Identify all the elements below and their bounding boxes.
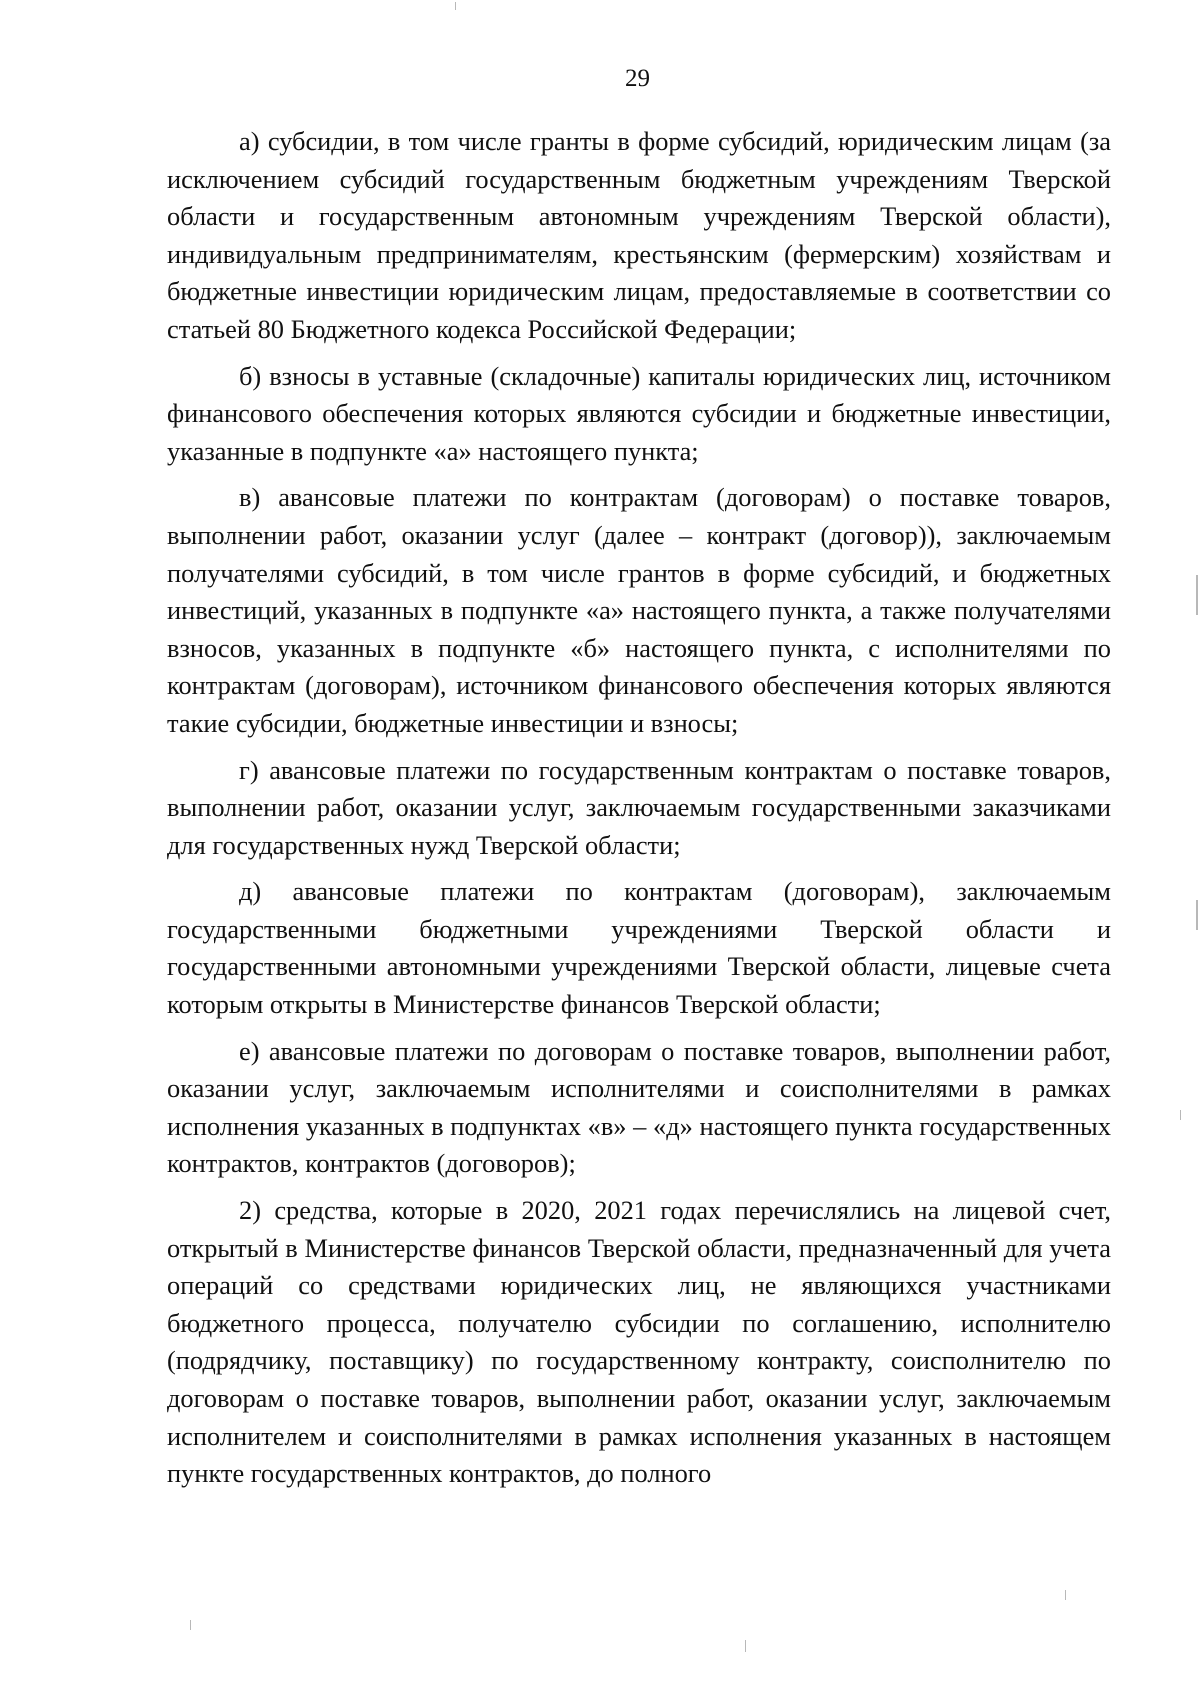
paragraph-subclause-a: а) субсидии, в том числе гранты в форме субсидий, юридическим лицам (за исключением субсидий государственным бюджетным учреждениям Тверской области и государственным автономным учреждениям Тверской области), индивидуальным предпринимателям, крестьянским (фермерским) хозяйствам и бюджетные инвестиции юридическим лицам, предоставляемые в соответствии со статьей 80 Бюджетного кодекса Российской Федерации; xyxy=(167,126,1111,344)
paragraph-subclause-d: д) авансовые платежи по контрактам (договорам), заключаемым государственными бюджетными учреждениями Тверской области и государственными автономными учреждениями Тверской области, лицевые счета которым открыты в Министерстве финансов Тверской области; xyxy=(167,876,1111,1020)
scan-artifact xyxy=(190,1620,191,1630)
paragraph-subclause-g: г) авансовые платежи по государственным контрактам о поставке товаров, выполнении работ, оказании услуг, заключаемым государственными заказчиками для государственных нужд Тверской области; xyxy=(167,754,1111,860)
document-body xyxy=(167,123,1111,1502)
scan-artifact xyxy=(1196,900,1198,930)
scan-artifact xyxy=(455,2,456,10)
page-number: 29 xyxy=(625,65,650,92)
paragraph-subclause-v: в) авансовые платежи по контрактам (договорам) о поставке товаров, выполнении работ, оказании услуг (далее – контракт (договор)), заключаемым получателями субсидий, в том числе грантов в форме субсидий, и бюджетных инвестиций, указанных в подпункте «а» настоящего пункта, а также получателями взносов, указанных в подпункте «б» настоящего пункта, с исполнителями по контрактам (договорам), источником финансового обеспечения которых являются такие субсидии, бюджетные инвестиции и взносы; xyxy=(167,482,1111,738)
scan-artifact xyxy=(1180,1110,1181,1120)
paragraph-subclause-e: е) авансовые платежи по договорам о поставке товаров, выполнении работ, оказании услуг, заключаемым исполнителями и соисполнителями в рамках исполнения указанных в подпунктах «в» – «д» настоящего пункта государственных контрактов, контрактов (договоров); xyxy=(167,1035,1111,1179)
scan-artifact xyxy=(1196,575,1198,615)
scan-artifact xyxy=(1065,1590,1066,1600)
paragraph-clause-2: 2) средства, которые в 2020, 2021 годах перечислялись на лицевой счет, открытый в Министерстве финансов Тверской области, предназначенный для учета операций со средствами юридических лиц, не являющихся участниками бюджетного процесса, получателю субсидии по соглашению, исполнителю (подрядчику, поставщику) по государственному контракту, соисполнителю по договорам о поставке товаров, выполнении работ, оказании услуг, заключаемым исполнителем и соисполнителями в рамках исполнения указанных в настоящем пункте государственных контрактов, до полного xyxy=(167,1195,1111,1489)
scan-artifact xyxy=(745,1640,746,1652)
paragraph-subclause-b: б) взносы в уставные (складочные) капиталы юридических лиц, источником финансового обеспечения которых являются субсидии и бюджетные инвестиции, указанные в подпункте «а» настоящего пункта; xyxy=(167,360,1111,466)
